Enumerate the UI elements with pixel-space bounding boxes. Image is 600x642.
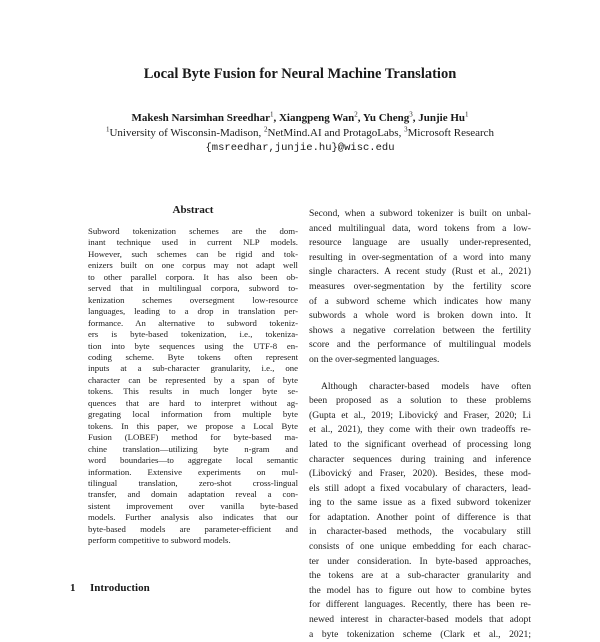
text-line: Second, when a subword tokenizer is built on unbal- (309, 208, 531, 219)
author-name: Xiangpeng Wan (278, 112, 355, 124)
text-line: score and the performance of multilingual models (309, 339, 531, 351)
text-line: formance. An alternative to subword tokeniz- (88, 317, 298, 328)
text-line: for different languages. Recently, there has been re- (309, 599, 531, 611)
text-line: served that in multilingual corpora, subword to- (88, 283, 298, 294)
text-line: inputs at a sub-character granularity, i.e., one (88, 363, 298, 374)
abstract-heading: Abstract (172, 204, 214, 216)
paper-title: Local Byte Fusion for Neural Machine Translation (143, 66, 457, 82)
text-line: quences that are hard to interpret without ag- (88, 397, 298, 408)
text-line: ing to the same issue as a fixed subword tokenizer (309, 497, 531, 509)
section-title: Introduction (90, 582, 150, 594)
text-line: resulting in over-segmentation of a word into many (309, 251, 531, 263)
text-line: tokens. This results in much longer byte se- (88, 386, 298, 397)
text-line: information. Extensive experiments on mul- (88, 466, 298, 477)
text-line: transfer, and domain adaptation reveal a con- (88, 489, 298, 500)
text-line: Fusion (LOBEF) method for byte-based ma- (88, 432, 298, 443)
paragraph-gap (309, 368, 531, 380)
author-list: Makesh Narsimhan Sreedhar$^1$, Xiangpeng Wan$^2$, Yu Cheng$^3$, Junjie Hu$^1$ (131, 110, 469, 124)
text-line: word boundaries—to aggregate local semantic (88, 455, 298, 466)
text-line: models. Further analysis also indicates that our (88, 512, 298, 523)
text-line: Although character-based models have often (321, 380, 531, 392)
affiliation-list (0, 127, 600, 139)
text-line: els still adopt a fixed vocabulary of characters, lead- (309, 482, 531, 494)
text-line: gregating local information from multiple byte (88, 409, 298, 420)
text-line: character can be represented by a span of byte (88, 374, 298, 385)
author-affiliation-mark: 1 (269, 110, 274, 119)
text-line: perform competitive to subword models. (88, 535, 231, 546)
text-line: for adaptation. Another point of difference is that (309, 511, 531, 523)
author-name: Junjie Hu (418, 112, 466, 124)
text-line: newed interest in character-based models that adopt (309, 614, 531, 626)
text-line: lated to the significant overhead of processing long (309, 438, 531, 450)
affiliation-mark: 1 (105, 125, 110, 134)
text-line: coding scheme. Byte tokens often represent (88, 351, 298, 362)
text-line: in character-based methods, the vocabulary still (309, 526, 531, 538)
text-line: (Gupta et al., 2019; Libovický and Fraser, 2020; Li (309, 409, 531, 421)
text-line: chine translation—utilizing byte n-gram and (88, 443, 298, 454)
text-line: kenization schemes oversegment low-resource (88, 294, 298, 305)
text-line: a byte tokenization scheme (Clark et al., 2021; (309, 628, 531, 640)
section-number: 1 (70, 582, 76, 594)
author-name: Makesh Narsimhan Sreedhar (131, 112, 270, 124)
text-line: tion into byte sequences using the UTF-8 en- (88, 340, 298, 351)
author-affiliation-mark: 1 (465, 110, 469, 119)
text-line: the tokens are at a sub-character granularity and (309, 570, 531, 582)
paragraph (309, 380, 531, 642)
text-line: (Libovický and Fraser, 2020). Besides, these mod- (309, 468, 531, 480)
text-line: single characters. A recent study (Rust et al., 2021) (309, 266, 531, 278)
affiliation-mark: 2 (264, 125, 268, 134)
abstract-body (88, 226, 298, 547)
text-line: shows a negative correlation between the fertility (309, 324, 531, 336)
text-line: consists of one unique embedding for each charac- (309, 541, 531, 553)
text-line: resource language are usually under-represented, (309, 237, 531, 249)
text-line: languages, leading to a drop in translation per- (88, 306, 298, 317)
section-heading (70, 582, 300, 594)
affiliation-name: Microsoft Research (407, 127, 495, 139)
affiliation-name: University of Wisconsin-Madison, (109, 127, 262, 139)
affiliation-name: NetMind.AI and ProtagoLabs, (267, 127, 402, 139)
text-line: of a subword scheme which indicates how many (309, 295, 531, 307)
author-name: Yu Cheng (362, 112, 410, 124)
text-line: anced multilingual data, word tokens from a low- (309, 222, 531, 234)
text-line: subwords a whole word is broken down into. It (309, 310, 531, 322)
author-affiliation-mark: 2 (354, 110, 358, 119)
right-column-text (309, 207, 531, 642)
text-line: Subword tokenization schemes are the dom- (88, 226, 298, 236)
author-affiliation-mark: 3 (409, 110, 413, 119)
text-line: ter under consideration. In byte-based approaches, (309, 555, 531, 567)
text-line: to other parallel corpora. It has also been ob- (88, 271, 298, 282)
paragraph (309, 207, 531, 368)
text-line: sistent improvement over vanilla byte-based (88, 500, 298, 511)
author-emails: {msreedhar,junjie.hu}@wisc.edu (205, 142, 395, 154)
text-line: ers is byte-based tokenization, i.e., tokeniza- (88, 329, 298, 340)
text-line: inant technique used in current NLP models. (88, 237, 298, 248)
text-line: byte-based models are parameter-efficient and (88, 523, 298, 534)
text-line: tilingual translation, zero-shot cross-lingual (88, 477, 298, 488)
text-line: character sequences during training and inference (309, 453, 531, 465)
text-line: measures over-segmentation by the fertility score (309, 280, 531, 292)
text-line: enizers built on one corpus may not adapt well (88, 260, 298, 271)
text-line: However, such schemes can be rigid and tok- (88, 248, 298, 259)
text-line: et al., 2021), they come with their own tradeoffs re- (309, 424, 531, 436)
text-line: tokens. In this paper, we propose a Local Byte (88, 420, 298, 431)
text-line: been proposed as a solution to these problems (309, 395, 531, 407)
affiliation-mark: 3 (404, 125, 408, 134)
text-line: on the over-segmented languages. (309, 353, 440, 365)
text-line: the model has to figure out how to combine bytes (309, 584, 531, 596)
